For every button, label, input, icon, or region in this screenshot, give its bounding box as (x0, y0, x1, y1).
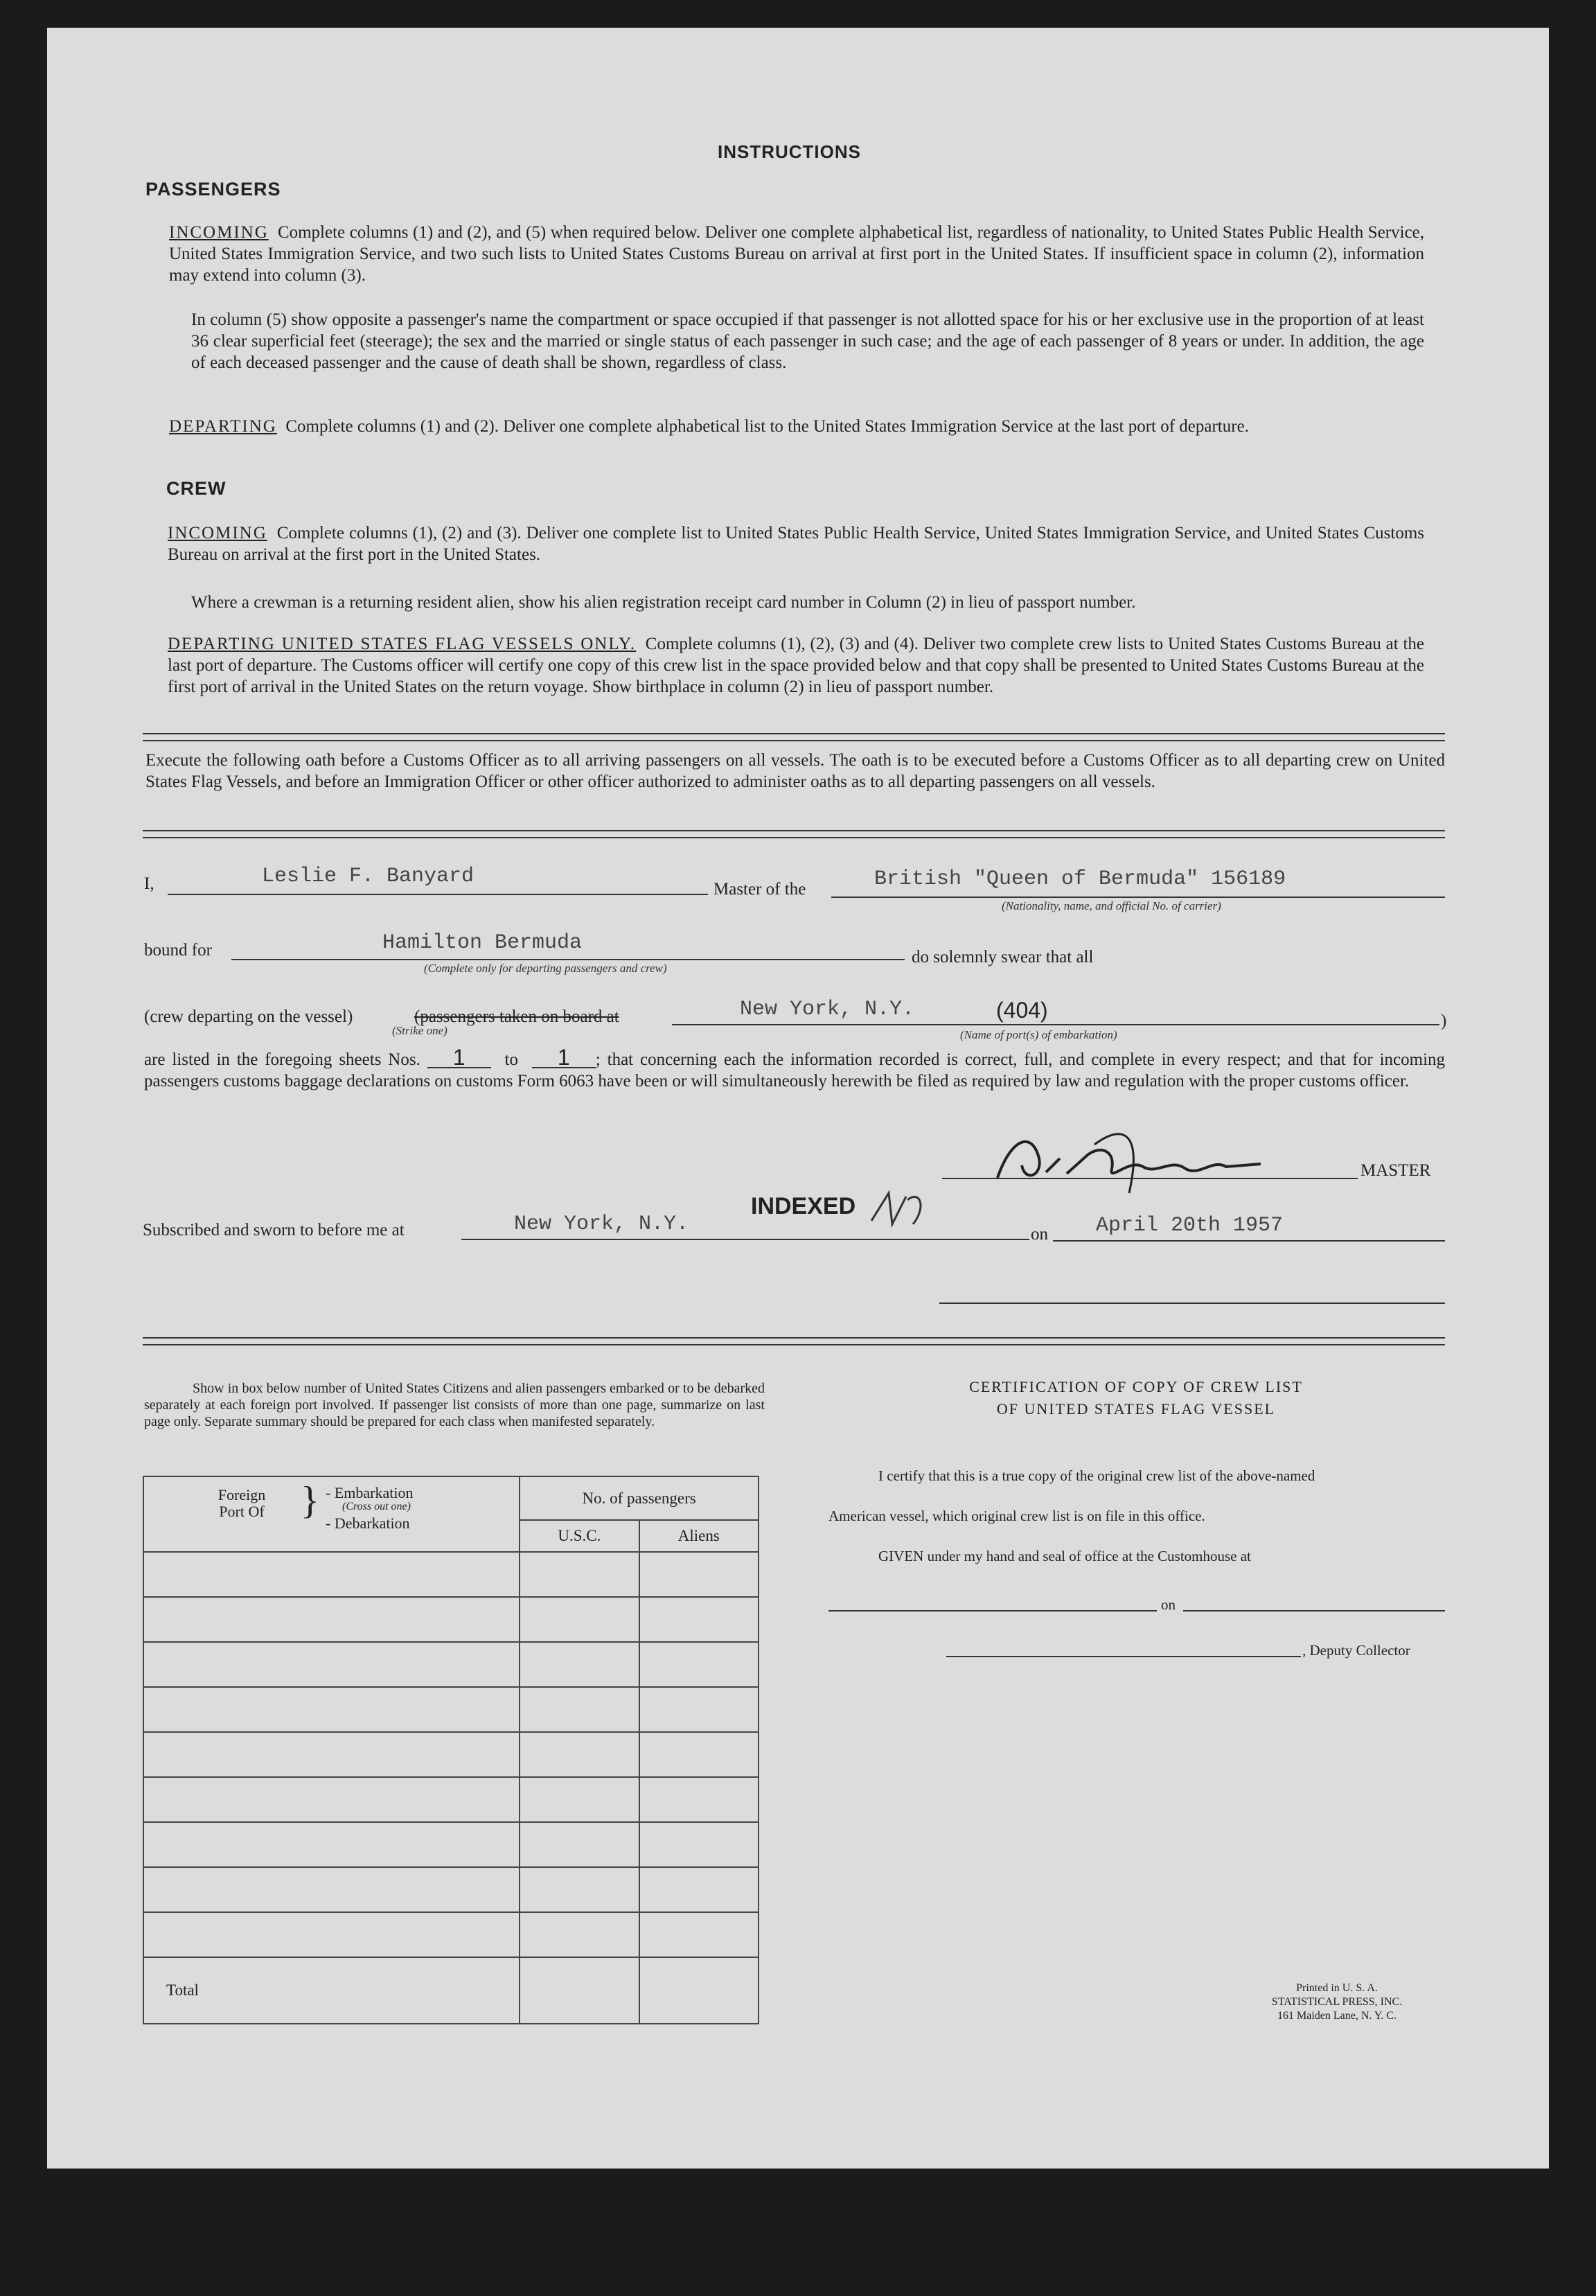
aliens-cell[interactable] (639, 1777, 759, 1822)
certification-on-label: on (1161, 1596, 1176, 1613)
table-row (143, 1912, 759, 1957)
master-label: MASTER (1360, 1161, 1431, 1180)
usc-cell[interactable] (520, 1552, 639, 1597)
brace: } (301, 1479, 319, 1522)
sworn-place-field[interactable]: New York, N.Y. (514, 1212, 689, 1236)
swear-text: do solemnly swear that all (912, 948, 1094, 966)
aliens-cell[interactable] (639, 1597, 759, 1642)
table-row (143, 1867, 759, 1912)
bound-for-label: bound for (144, 941, 212, 960)
certify-line1: I certify that this is a true copy of the original crew list of the above-named (878, 1467, 1315, 1484)
certify-line2: American vessel, which original crew list is on file in this office. (828, 1508, 1205, 1524)
table-row (143, 1822, 759, 1867)
oath-instructions: Execute the following oath before a Customs Officer as to all arriving passengers on all vessels. The oath is to be executed before a Customs Officer as to all departing crew on United States Flag Vessels, and before an Immigration Officer or other officer authorized to administer oaths as to all departing passengers on all vessels. (145, 751, 1445, 791)
oath-divider (143, 830, 1445, 838)
master-name-line (168, 894, 708, 895)
departing-us-flag-label: DEPARTING UNITED STATES FLAG VESSELS ONLY. (168, 635, 637, 653)
certification-date-line (1183, 1610, 1445, 1611)
cross-out-label: (Cross out one) (342, 1501, 411, 1512)
table-row (143, 1552, 759, 1597)
passengers-departing-text: Complete columns (1) and (2). Deliver one complete alphabetical list to the United States Immigration Service at the last port of departure. (285, 417, 1249, 436)
port-cell[interactable] (143, 1777, 520, 1822)
bound-for-caption: (Complete only for departing passengers and crew) (424, 962, 667, 975)
embarkation-label: - Embarkation (326, 1484, 414, 1501)
customhouse-line (828, 1610, 1157, 1611)
i-label: I, (144, 874, 154, 893)
vessel-field[interactable]: British "Queen of Bermuda" 156189 (874, 867, 1286, 891)
crew-departing-option[interactable]: (crew departing on the vessel) (144, 1007, 353, 1026)
sworn-date-field[interactable]: April 20th 1957 (1096, 1214, 1284, 1237)
crewman-paragraph: Where a crewman is a returning resident alien, show his alien registration receipt card number in Column (2) in lieu of passport number. (191, 593, 1136, 612)
master-signature-line (942, 1178, 1358, 1179)
port-cell[interactable] (143, 1687, 520, 1732)
bound-for-line (231, 959, 905, 960)
passengers-heading: PASSENGERS (145, 179, 281, 200)
passengers-departing-paragraph (169, 416, 1424, 437)
usc-cell[interactable] (520, 1597, 639, 1642)
total-aliens-cell[interactable] (639, 1957, 759, 2024)
strike-caption: (Strike one) (392, 1024, 447, 1037)
passengers-departing-label: DEPARTING (169, 417, 277, 436)
aliens-header: Aliens (639, 1520, 759, 1552)
printer-line1: Printed in U. S. A. (1296, 1982, 1378, 1994)
port-field[interactable]: New York, N.Y. (740, 998, 915, 1021)
aliens-cell[interactable] (639, 1822, 759, 1867)
vessel-caption: (Nationality, name, and official No. of carrier) (1002, 899, 1221, 912)
given-text: GIVEN under my hand and seal of office at the Customhouse at (878, 1548, 1251, 1564)
port-cell[interactable] (143, 1552, 520, 1597)
table-row (143, 1732, 759, 1777)
sheet-to-field[interactable]: 1 (532, 1048, 596, 1068)
aliens-cell[interactable] (639, 1552, 759, 1597)
table-row (143, 1687, 759, 1732)
printer-line3: 161 Maiden Lane, N. Y. C. (1277, 2010, 1396, 2022)
sheet-from-field[interactable]: 1 (427, 1048, 491, 1068)
aliens-cell[interactable] (639, 1687, 759, 1732)
port-number-handwritten: (404) (996, 998, 1048, 1023)
table-row (143, 1777, 759, 1822)
usc-cell[interactable] (520, 1687, 639, 1732)
port-cell[interactable] (143, 1642, 520, 1687)
sworn-date-line (1053, 1240, 1445, 1242)
debarkation-label: - Debarkation (326, 1515, 410, 1532)
crew-incoming-label: INCOMING (168, 524, 267, 542)
usc-cell[interactable] (520, 1732, 639, 1777)
port-cell[interactable] (143, 1867, 520, 1912)
close-paren: ) (1441, 1012, 1447, 1030)
total-row (143, 1957, 759, 2024)
master-name-field[interactable]: Leslie F. Banyard (262, 865, 475, 888)
listed-text: are listed in the foregoing sheets Nos. (144, 1050, 420, 1069)
port-header-cell (143, 1476, 520, 1552)
crew-heading: CREW (166, 478, 227, 499)
aliens-cell[interactable] (639, 1867, 759, 1912)
certification-title-line1: CERTIFICATION OF COPY OF CREW LIST (969, 1378, 1303, 1395)
passengers-incoming-paragraph (169, 222, 1424, 286)
aliens-cell[interactable] (639, 1912, 759, 1957)
passengers-incoming-text: Complete columns (1) and (2), and (5) when required below. Deliver one complete alphabetical list, regardless of nationality, to United States Public Health Service, United States Immigration Service, and two such lists to United States Customs Bureau on arrival at first port in the United States. If insufficient space in column (2), information may extend into column (3). (169, 223, 1425, 285)
summary-note: Show in box below number of United States Citizens and alien passengers embarked or to be debarked separately at each foreign port involved. If passenger list consists of more than one page, summarize on last page only. Separate summary should be prepared for each class when manifested separately. (144, 1381, 765, 1429)
deputy-collector-label: , Deputy Collector (1302, 1642, 1410, 1659)
summary-divider (143, 1337, 1445, 1345)
port-cell[interactable] (143, 1597, 520, 1642)
certification-title (831, 1376, 1441, 1420)
aliens-cell[interactable] (639, 1732, 759, 1777)
port-cell[interactable] (143, 1822, 520, 1867)
no-of-passengers-header: No. of passengers (520, 1476, 759, 1520)
foreign-port-of-label: Foreign Port Of (218, 1486, 266, 1520)
departing-us-flag-paragraph (168, 633, 1424, 698)
certify-text: ; that concerning each the information recorded is correct, full, and complete in every respect; and that for incoming passengers customs baggage declarations on customs Form 6063 have been or will simultaneously herewith be filed as required by law and regulation with the proper customs officer. (144, 1050, 1446, 1090)
usc-cell[interactable] (520, 1642, 639, 1687)
printer-line2: STATISTICAL PRESS, INC. (1271, 1996, 1403, 2008)
to-label: to (504, 1050, 518, 1069)
passengers-taken-option[interactable]: (passengers taken on board at (414, 1007, 619, 1026)
indexed-initials (864, 1186, 934, 1235)
table-row (143, 1597, 759, 1642)
usc-cell[interactable] (520, 1822, 639, 1867)
bound-for-field[interactable]: Hamilton Bermuda (382, 931, 583, 955)
table-row (143, 1642, 759, 1687)
indexed-stamp: INDEXED (751, 1193, 856, 1219)
instructions-title: INSTRUCTIONS (718, 141, 861, 162)
sheets-paragraph (144, 1045, 1446, 1092)
deputy-collector-line (946, 1656, 1301, 1657)
printer-imprint (1219, 1981, 1455, 2023)
port-cell[interactable] (143, 1912, 520, 1957)
usc-cell[interactable] (520, 1912, 639, 1957)
on-label: on (1031, 1225, 1048, 1244)
usc-cell[interactable] (520, 1867, 639, 1912)
master-signature (984, 1117, 1275, 1207)
usc-cell[interactable] (520, 1777, 639, 1822)
subscribed-label: Subscribed and sworn to before me at (143, 1221, 405, 1239)
port-caption: (Name of port(s) of embarkation) (960, 1028, 1117, 1041)
master-of-label: Master of the (713, 880, 806, 899)
certification-title-line2: OF UNITED STATES FLAG VESSEL (996, 1400, 1276, 1418)
vessel-line (831, 897, 1445, 898)
port-cell[interactable] (143, 1732, 520, 1777)
passengers-incoming-label: INCOMING (169, 223, 269, 242)
crew-incoming-text: Complete columns (1), (2) and (3). Deliver one complete list to United States Public Health Service, United States Immigration Service, and United States Customs Bureau on arrival at the first port in the United States. (168, 524, 1425, 564)
departing-us-flag-text: Complete columns (1), (2), (3) and (4). Deliver two complete crew lists to United States Customs Bureau at the last port of departure. The Customs officer will certify one copy of this crew list in the space provided below and that copy shall be presented to United States Customs Bureau at the first port of arrival in the United States on the return voyage. Show birthplace in column (2) in lieu of passport number. (168, 635, 1425, 696)
officer-signature-line (939, 1302, 1445, 1304)
aliens-cell[interactable] (639, 1642, 759, 1687)
section-divider (143, 733, 1445, 741)
port-line (672, 1024, 1439, 1025)
total-label: Total (143, 1957, 520, 2024)
column5-paragraph: In column (5) show opposite a passenger's name the compartment or space occupied if that passenger is not allotted space for his or her exclusive use in the proportion of at least 36 clear superficial feet (steerage); the sex and the married or single status of each passenger in such case; and the age of each passenger of 8 years or under. In addition, the age of each deceased passenger and the cause of death shall be shown, regardless of class. (191, 310, 1424, 372)
passenger-summary-table (143, 1476, 759, 2024)
usc-header: U.S.C. (520, 1520, 639, 1552)
sworn-place-line (461, 1239, 1029, 1240)
crew-incoming-paragraph (168, 522, 1424, 565)
total-usc-cell[interactable] (520, 1957, 639, 2024)
